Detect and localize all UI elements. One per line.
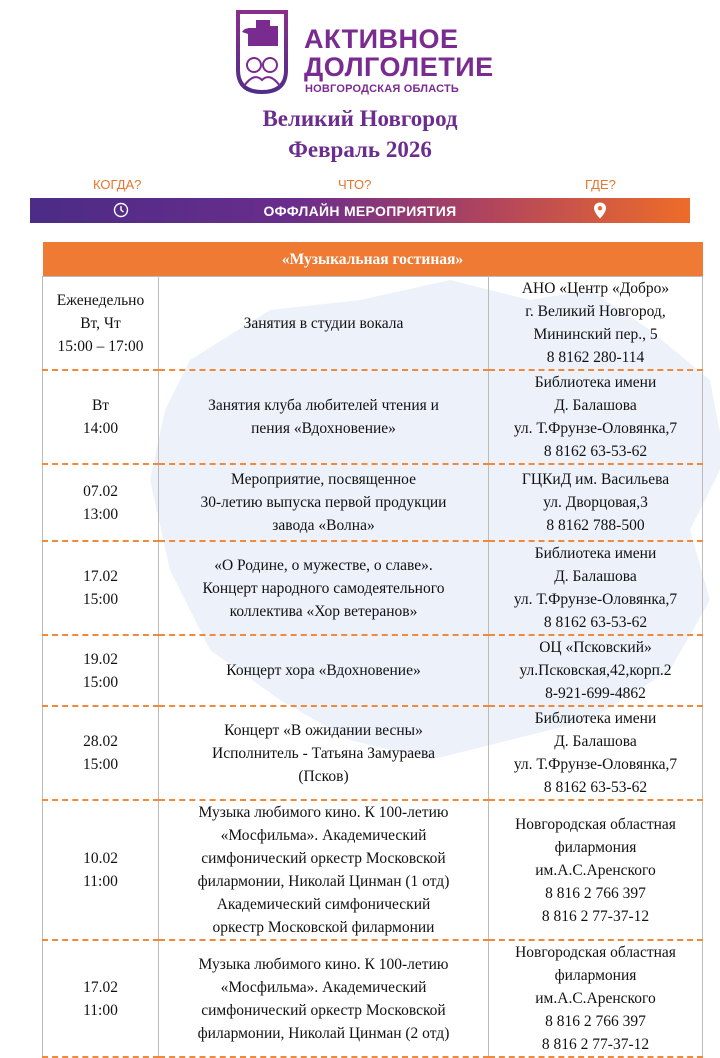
event-where: Библиотека имени Д. Балашова ул. Т.Фрунзе-Оловянка,7 8 8162 63-53-62 (489, 370, 703, 464)
event-where: Новгородская областная филармония им.А.С.Аренского 8 816 2 766 397 8 816 2 77-37-12 (489, 800, 703, 940)
when-label: КОГДА? (93, 177, 142, 192)
table-row (43, 635, 703, 706)
table-row (43, 800, 703, 940)
table-row (43, 541, 703, 635)
event-what: Музыка любимого кино. К 100-летию «Мосфильма». Академический симфонический оркестр Московской филармонии, Николай Цинман (1 отд) Академический симфонический оркестр Московской филармонии (159, 800, 489, 940)
event-where: Новгородская областная филармония им.А.С.Аренского 8 816 2 766 397 8 816 2 77-37-12 (489, 940, 703, 1057)
event-what: Музыка любимого кино. К 100-летию «Мосфильма». Академический симфонический оркестр Московской филармонии, Николай Цинман (2 отд) (159, 940, 489, 1057)
table-row (43, 370, 703, 464)
event-when: 10.02 11:00 (43, 800, 159, 940)
event-where: Библиотека имени Д. Балашова ул. Т.Фрунзе-Оловянка,7 8 8162 63-53-62 (489, 706, 703, 800)
logo-emblem-icon (234, 10, 290, 94)
event-where: ГЦКиД им. Васильева ул. Дворцовая,3 8 8162 788-500 (489, 464, 703, 541)
banner-text: ОФФЛАЙН МЕРОПРИЯТИЯ (263, 203, 457, 219)
event-what: Концерт хора «Вдохновение» (159, 635, 489, 706)
event-when: 17.02 11:00 (43, 940, 159, 1057)
month-title: Февраль 2026 (288, 137, 432, 162)
event-when: Еженедельно Вт, Чт 15:00 – 17:00 (43, 277, 159, 371)
table-row (43, 277, 703, 371)
where-label: ГДЕ? (585, 177, 616, 192)
logo-title-line1: АКТИВНОЕ (304, 24, 459, 54)
section-title: «Музыкальная гостиная» (43, 242, 703, 277)
event-what: Мероприятие, посвященное 30-летию выпуска первой продукции завода «Волна» (159, 464, 489, 541)
table-row (43, 464, 703, 541)
table-row (43, 706, 703, 800)
event-when: 17.02 15:00 (43, 541, 159, 635)
active-longevity-logo (234, 10, 504, 94)
event-where: Библиотека имени Д. Балашова ул. Т.Фрунзе-Оловянка,7 8 8162 63-53-62 (489, 541, 703, 635)
event-what: Занятия клуба любителей чтения и пения «Вдохновение» (159, 370, 489, 464)
event-when: 28.02 15:00 (43, 706, 159, 800)
event-when: 07.02 13:00 (43, 464, 159, 541)
event-when: 19.02 15:00 (43, 635, 159, 706)
events-table (42, 242, 703, 1058)
city-title: Великий Новгород (262, 106, 458, 131)
what-label: ЧТО? (338, 177, 372, 192)
event-what: «О Родине, о мужестве, о славе». Концерт народного самодеятельного коллектива «Хор ветеранов» (159, 541, 489, 635)
location-pin-icon (593, 202, 607, 219)
table-row (43, 940, 703, 1057)
event-what: Концерт «В ожидании весны» Исполнитель - Татьяна Замураева (Псков) (159, 706, 489, 800)
event-what: Занятия в студии вокала (159, 277, 489, 371)
offline-events-banner (30, 198, 690, 223)
logo-region: НОВГОРОДСКАЯ ОБЛАСТЬ (305, 83, 459, 95)
event-where: АНО «Центр «Добро» г. Великий Новгород, Мининский пер., 5 8 8162 280-114 (489, 277, 703, 371)
event-where: ОЦ «Псковский» ул.Псковская,42,корп.2 8-921-699-4862 (489, 635, 703, 706)
event-when: Вт 14:00 (43, 370, 159, 464)
logo-title-line2: ДОЛГОЛЕТИЕ (304, 52, 494, 82)
